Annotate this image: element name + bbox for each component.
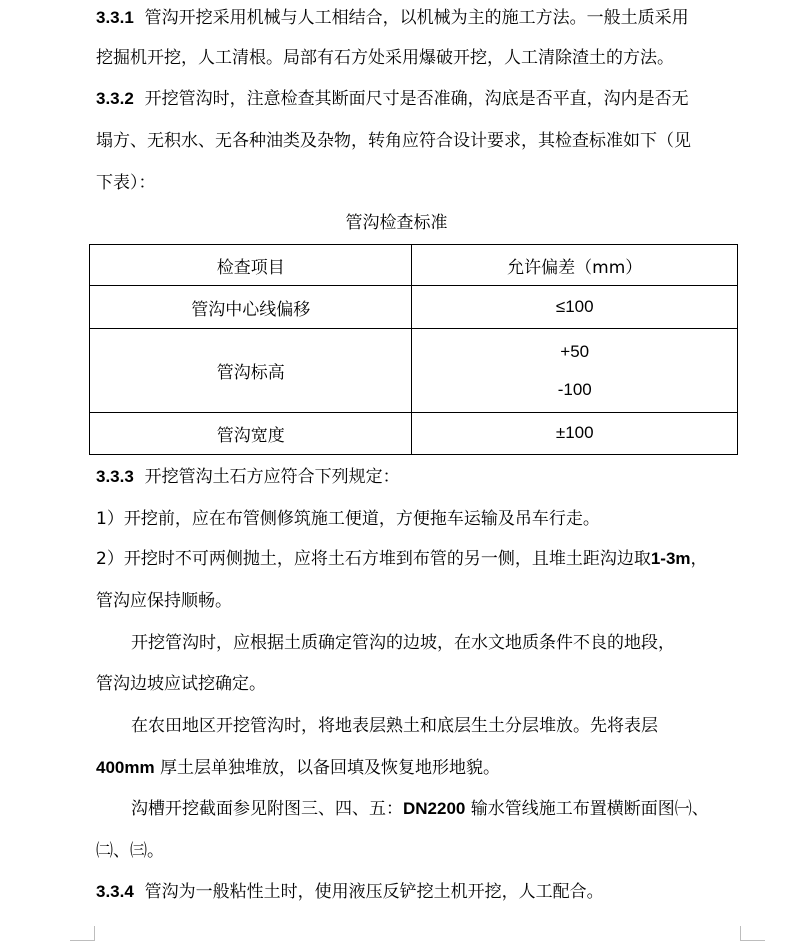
section-number: 3.3.4	[96, 882, 134, 901]
paragraph-section-ref-line-2: ㈡、㈢。	[96, 841, 164, 861]
paragraph-3-3-2-line-3: 下表）：	[96, 173, 156, 193]
header-tolerance: 允许偏差（mm）	[412, 245, 738, 286]
paragraph-farmland-line-1: 在农田地区开挖管沟时，将地表层熟土和底层生土分层堆放。先将表层	[131, 716, 658, 736]
paragraph-text: 厚土层单独堆放，以备回填及恢复地形地貌。	[154, 758, 501, 778]
paragraph-text: 沟槽开挖截面参见附图三、四、五：	[131, 799, 403, 819]
header-item: 检查项目	[90, 245, 412, 286]
tolerance-lower: -100	[557, 379, 592, 399]
table-row	[90, 329, 738, 412]
row-tolerance: ±100	[412, 412, 738, 454]
paragraph-slope-line-1: 开挖管沟时，应根据土质确定管沟的边坡，在水文地质条件不良的地段，	[131, 633, 675, 653]
paragraph-3-3-2-line-2: 塌方、无积水、无各种油类及杂物，转角应符合设计要求，其检查标准如下（见	[96, 131, 691, 151]
paragraph-3-3-2-line-1	[96, 88, 689, 110]
margin-corner-mark-left	[70, 926, 95, 941]
table-row	[90, 412, 738, 454]
row-item: 管沟标高	[90, 329, 412, 412]
depth-value: 400mm	[96, 758, 155, 777]
distance-value: 1-3m	[650, 549, 691, 568]
section-number: 3.3.1	[96, 8, 134, 27]
inspection-standard-table	[89, 244, 738, 455]
paragraph-section-ref-line-1	[131, 798, 709, 820]
list-punct: ，	[690, 549, 708, 569]
paragraph-text: 开挖管沟时，注意检查其断面尺寸是否准确，沟底是否平直，沟内是否无	[144, 89, 689, 109]
row-tolerance	[412, 329, 738, 412]
row-tolerance: ≤100	[412, 286, 738, 329]
pipe-size: DN2200	[403, 799, 466, 818]
paragraph-3-3-4	[96, 881, 604, 903]
list-item-2-line-1	[96, 548, 708, 570]
tolerance-upper: +50	[560, 341, 590, 361]
margin-corner-mark-right	[740, 926, 765, 941]
list-text: 2）开挖时不可两侧抛土，应将土石方堆到布管的另一侧，且堆土距沟边取	[96, 549, 651, 569]
paragraph-3-3-1-line-2: 挖掘机开挖，人工清根。局部有石方处采用爆破开挖，人工清除渣土的方法。	[96, 48, 674, 68]
table-header-row	[90, 245, 738, 286]
paragraph-slope-line-2: 管沟边坡应试挖确定。	[96, 674, 266, 694]
table-row	[90, 286, 738, 329]
paragraph-text: 管沟为一般粘性土时，使用液压反铲挖土机开挖，人工配合。	[144, 882, 604, 902]
list-item-2-line-2: 管沟应保持顺畅。	[96, 591, 232, 611]
paragraph-3-3-1-line-1	[96, 7, 689, 29]
paragraph-farmland-line-2	[96, 757, 500, 779]
heading-text: 开挖管沟土石方应符合下列规定：	[144, 467, 400, 487]
section-number: 3.3.3	[96, 467, 134, 486]
paragraph-text: 管沟开挖采用机械与人工相结合，以机械为主的施工方法。一般土质采用	[144, 8, 689, 28]
row-item: 管沟宽度	[90, 412, 412, 454]
row-item: 管沟中心线偏移	[90, 286, 412, 329]
table-caption: 管沟检查标准	[345, 213, 448, 233]
section-number: 3.3.2	[96, 89, 134, 108]
paragraph-text: 输水管线施工布置横断面图㈠、	[465, 799, 709, 819]
list-item-1: 1）开挖前，应在布管侧修筑施工便道，方便拖车运输及吊车行走。	[96, 509, 600, 529]
section-3-3-3-heading	[96, 466, 400, 488]
